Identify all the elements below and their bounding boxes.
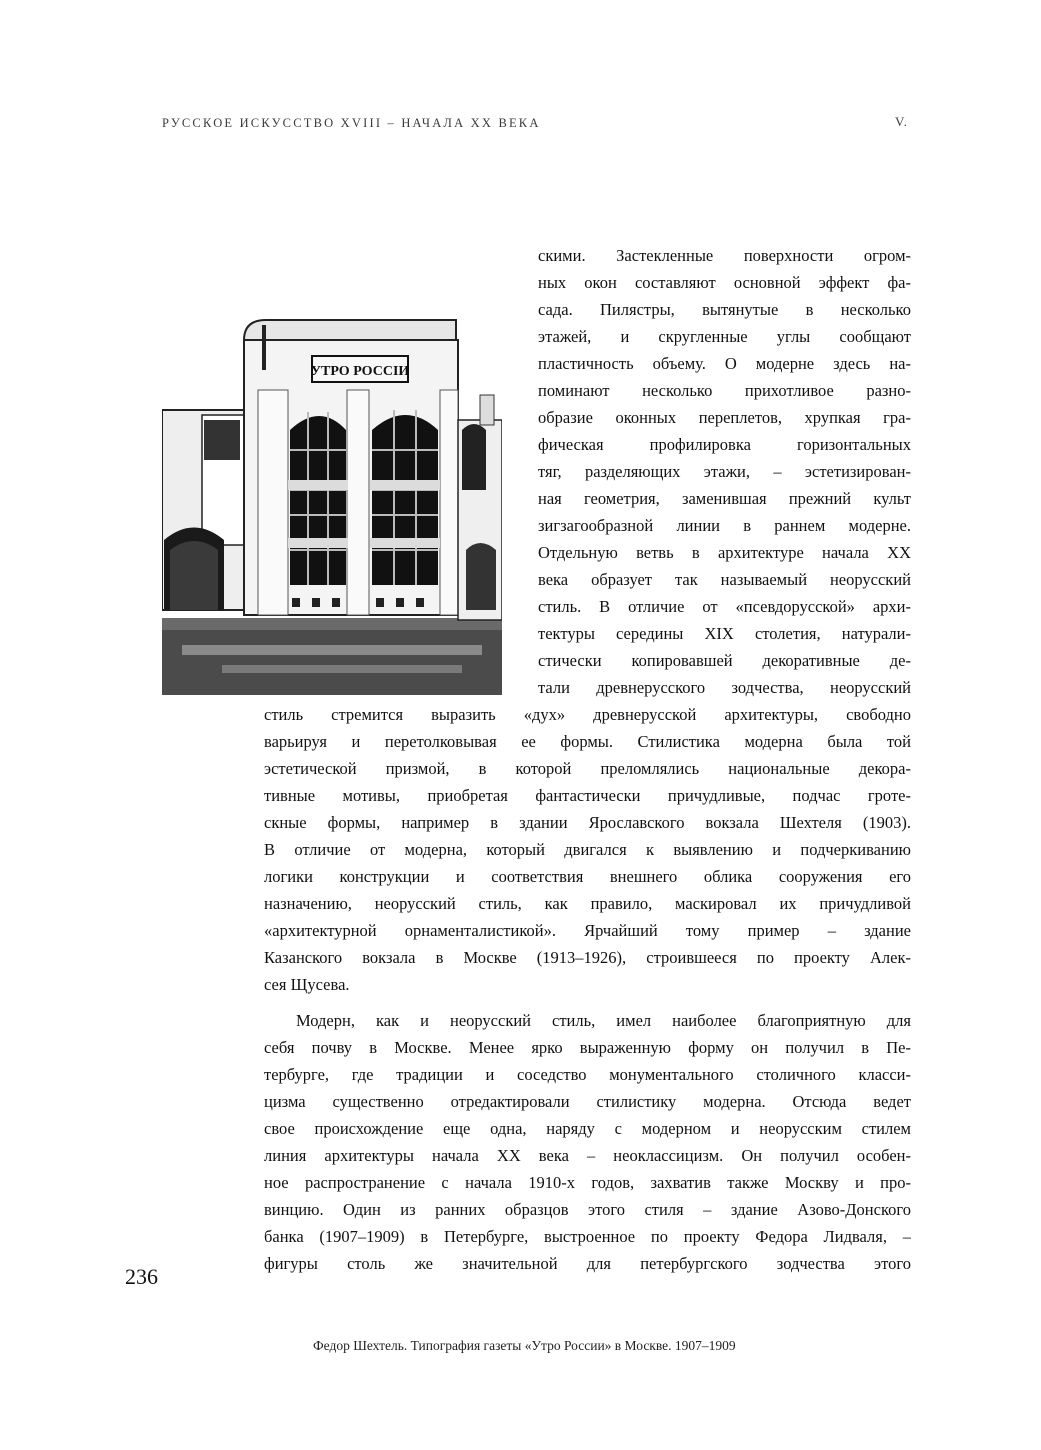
body-line: линия архитектуры начала XX века – неоклассицизм. Он получил особен- <box>264 1146 911 1165</box>
body-line: «архитектурной орнаменталистикой». Ярчайший тому пример – здание <box>264 921 911 940</box>
body-line: свое происхождение еще одна, наряду с модерном и неорусским стилем <box>264 1119 911 1138</box>
body-line: стиль. В отличие от «псевдорусской» архи- <box>538 597 911 616</box>
body-line: себя почву в Москве. Менее ярко выраженную форму он получил в Пе- <box>264 1038 911 1057</box>
body-line: пластичность объему. О модерне здесь на- <box>538 354 911 373</box>
body-line: тяг, разделяющих этажи, – эстетизирован- <box>538 462 911 481</box>
body-line: стиль стремится выразить «дух» древнерусской архитектуры, свободно <box>264 705 911 724</box>
body-line: сада. Пилястры, вытянутые в несколько <box>538 300 911 319</box>
body-line: тивные мотивы, приобретая фантастически причудливые, подчас гроте- <box>264 786 911 805</box>
body-line: стически копировавшей декоративные де- <box>538 651 911 670</box>
body-line: зигзагообразной линии в раннем модерне. <box>538 516 911 535</box>
body-line: банка (1907–1909) в Петербурге, выстроенное по проекту Федора Лидваля, – <box>264 1227 911 1246</box>
body-line: цизма существенно отредактировали стилистику модерна. Отсюда ведет <box>264 1092 911 1111</box>
body-line: В отличие от модерна, который двигался к выявлению и подчеркиванию <box>264 840 911 859</box>
body-line: фическая профилировка горизонтальных <box>538 435 911 454</box>
body-line: Отдельную ветвь в архитектуре начала XX <box>538 543 911 562</box>
body-line: логики конструкции и соответствия внешнего облика сооружения его <box>264 867 911 886</box>
body-line: ных окон составляют основной эффект фа- <box>538 273 911 292</box>
chapter-number: V. <box>895 114 908 129</box>
body-line: винцию. Один из ранних образцов этого стиля – здание Азово-Донского <box>264 1200 911 1219</box>
body-line: сея Щусева. <box>264 975 350 994</box>
body-line: образие оконных переплетов, хрупкая гра- <box>538 408 911 427</box>
body-line: ная геометрия, заменившая прежний культ <box>538 489 911 508</box>
running-head: РУССКОЕ ИСКУССТВО XVIII – НАЧАЛА XX ВЕКА <box>162 116 541 130</box>
body-line: скими. Застекленные поверхности огром- <box>538 246 911 265</box>
body-line: тербурге, где традиции и соседство монументального столичного класси- <box>264 1065 911 1084</box>
building-photo <box>162 300 502 695</box>
page-number: 236 <box>125 1264 158 1289</box>
sign-text: УТРО РОССІИ <box>310 364 410 379</box>
body-line: скные формы, например в здании Ярославского вокзала Шехтеля (1903). <box>264 813 911 832</box>
utro-rossii-building-illustration <box>162 300 502 695</box>
body-line: поминают несколько прихотливое разно- <box>538 381 911 400</box>
body-line: Казанского вокзала в Москве (1913–1926), строившееся по проекту Алек- <box>264 948 911 967</box>
body-line: века образует так называемый неорусский <box>538 570 911 589</box>
figure-caption: Федор Шехтель. Типография газеты «Утро России» в Москве. 1907–1909 <box>313 1338 736 1353</box>
body-line: назначению, неорусский стиль, как правило, маскировал их причудливой <box>264 894 911 913</box>
body-line: варьируя и перетолковывая ее формы. Стилистика модерна была той <box>264 732 911 751</box>
body-line: ное распространение с начала 1910-х годов, захватив также Москву и про- <box>264 1173 911 1192</box>
paragraph-start-line: Модерн, как и неорусский стиль, имел наиболее благоприятную для <box>296 1011 911 1030</box>
body-line: тектуры середины XIX столетия, натурали- <box>538 624 911 643</box>
body-line: фигуры столь же значительной для петербургского зодчества этого <box>264 1254 911 1273</box>
body-line: этажей, и скругленные углы сообщают <box>538 327 911 346</box>
body-line: тали древнерусского зодчества, неорусский <box>538 678 911 697</box>
body-line: эстетической призмой, в которой преломлялись национальные декора- <box>264 759 911 778</box>
